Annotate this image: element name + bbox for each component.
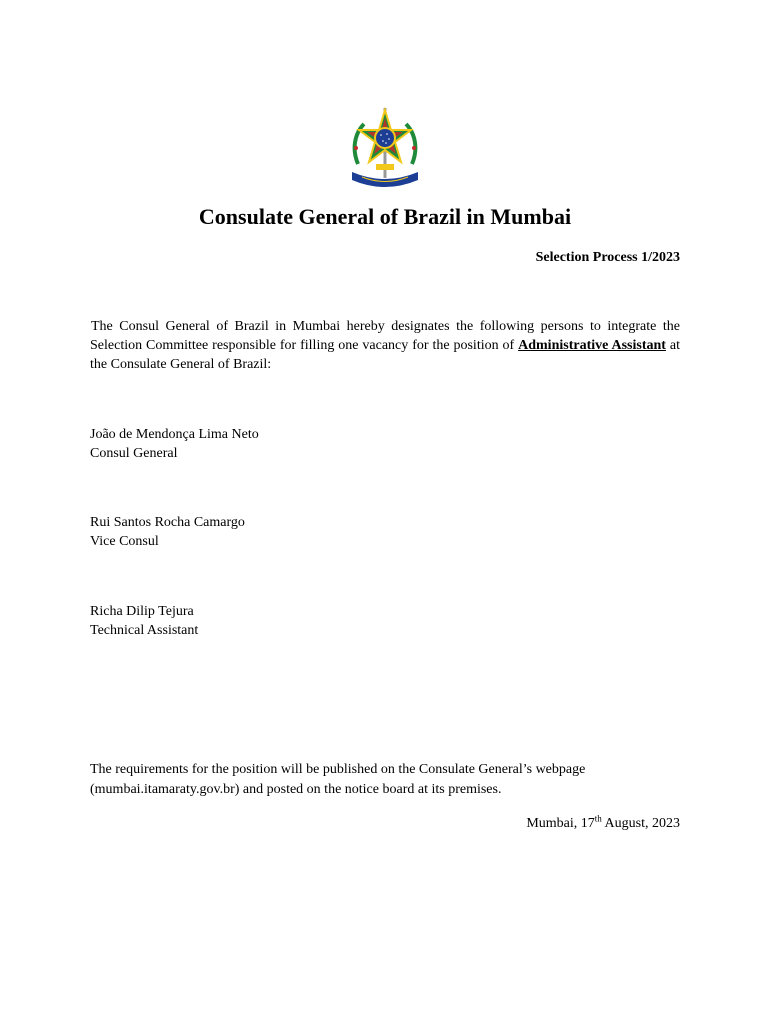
dateline-ordinal: th	[594, 813, 602, 824]
brazil-coat-of-arms-icon	[348, 104, 422, 190]
dateline-date: August, 2023	[601, 816, 680, 831]
intro-text-before: The Consul General of Brazil in Mumbai hereby designates the following persons to integrate the Selection Committee responsible for filling one vacancy for the position of	[90, 319, 680, 353]
committee-member	[90, 425, 259, 463]
member-name: João de Mendonça Lima Neto	[90, 427, 259, 442]
page-title: Consulate General of Brazil in Mumbai	[198, 204, 572, 229]
dateline-place: Mumbai, 17	[526, 816, 595, 831]
member-name: Richa Dilip Tejura	[90, 604, 194, 619]
requirements-paragraph: The requirements for the position will be published on the Consulate General’s webpage (mumbai.itamaraty.gov.br) and posted on the notice board at its premises.	[90, 762, 586, 797]
member-role: Vice Consul	[90, 534, 159, 549]
intro-text-after: at the Consulate General of Brazil:	[90, 338, 680, 372]
member-role: Consul General	[90, 446, 178, 461]
member-name: Rui Santos Rocha Camargo	[90, 515, 245, 530]
dateline	[526, 814, 680, 834]
member-role: Technical Assistant	[90, 623, 199, 638]
selection-process-label: Selection Process 1/2023	[535, 250, 680, 265]
position-title: Administrative Assistant	[518, 338, 666, 353]
committee-member	[90, 513, 245, 551]
committee-member	[90, 602, 198, 640]
intro-paragraph	[90, 317, 680, 374]
